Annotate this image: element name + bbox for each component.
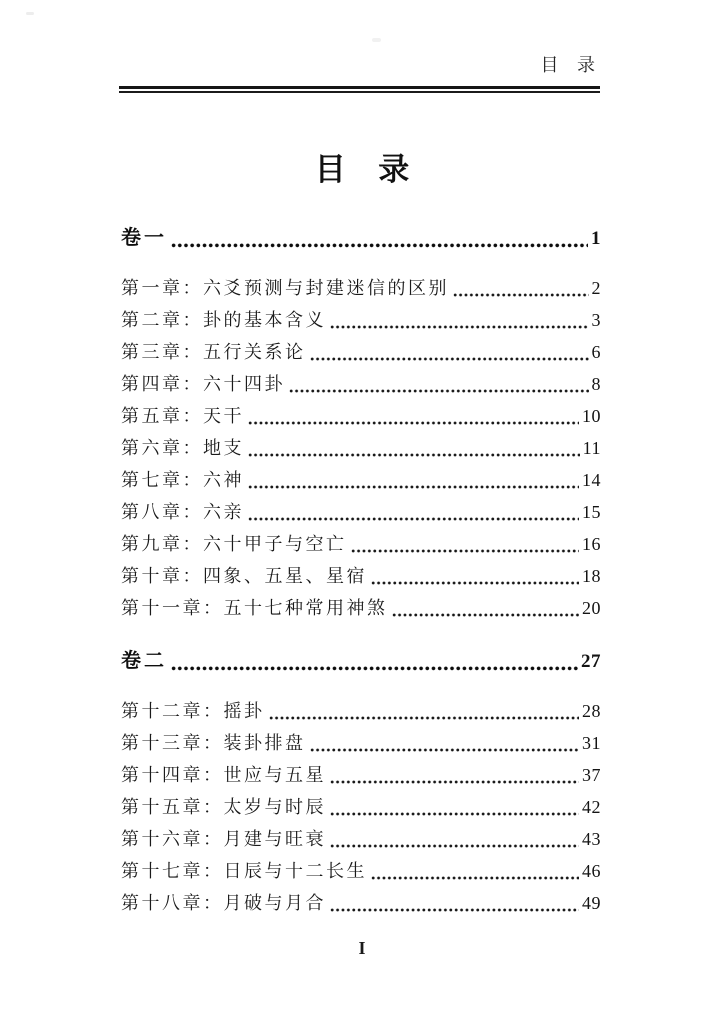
toc-page-number: 49 — [582, 893, 601, 913]
toc-volume-row — [121, 221, 601, 255]
toc-chapter-label: 第十四章：世应与五星 — [121, 765, 326, 785]
toc-page-number: 27 — [581, 651, 601, 672]
toc-chapter-row — [121, 560, 601, 592]
scan-artifact — [26, 12, 34, 15]
page-title: 目 录 — [314, 152, 422, 187]
toc-chapter-row — [121, 791, 601, 823]
toc-page-number: 15 — [582, 502, 601, 522]
toc-page-number: 37 — [582, 765, 601, 785]
dot-leader — [248, 516, 579, 522]
dot-leader — [310, 747, 580, 753]
toc-chapter-row — [121, 432, 601, 464]
toc-page-number: 14 — [582, 470, 601, 490]
toc-chapter-row — [121, 887, 601, 919]
toc-page-number: 6 — [591, 342, 601, 362]
dot-leader — [453, 292, 589, 298]
toc-chapter-row — [121, 496, 601, 528]
toc-page-number: 43 — [582, 829, 601, 849]
toc-chapter-label: 第八章：六亲 — [121, 502, 244, 522]
dot-leader — [310, 356, 589, 362]
toc-page-number: 42 — [582, 797, 601, 817]
dot-leader — [371, 875, 579, 881]
toc-chapter-label: 第三章：五行关系论 — [121, 342, 306, 362]
dot-leader — [269, 715, 580, 721]
toc-chapter-label: 第十三章：装卦排盘 — [121, 733, 306, 753]
header-rule — [119, 86, 600, 93]
toc-chapter-label: 第五章：天干 — [121, 406, 244, 426]
toc-chapter-row — [121, 759, 601, 791]
toc-chapter-row — [121, 336, 601, 368]
toc-chapter-label: 第十八章：月破与月合 — [121, 893, 326, 913]
toc-chapter-row — [121, 368, 601, 400]
toc-chapter-row — [121, 528, 601, 560]
header-rule-top — [119, 86, 600, 89]
dot-leader — [248, 484, 579, 490]
toc-page-number: 8 — [591, 374, 601, 394]
page-number: I — [358, 938, 366, 958]
toc-page-number: 10 — [582, 406, 601, 426]
toc-page-number: 46 — [582, 861, 601, 881]
toc-chapter-row — [121, 592, 601, 624]
toc-chapter-label: 第十章：四象、五星、星宿 — [121, 566, 367, 586]
toc-page-number: 1 — [591, 228, 601, 249]
toc-chapter-label: 第十二章：摇卦 — [121, 701, 265, 721]
toc-chapter-label: 第七章：六神 — [121, 470, 244, 490]
dot-leader — [289, 388, 589, 394]
header-rule-bottom — [119, 91, 600, 93]
dot-leader — [371, 580, 579, 586]
toc-page-number: 11 — [582, 438, 601, 458]
toc-volume-row — [121, 644, 601, 678]
scan-artifact — [372, 38, 381, 42]
toc-chapter-row — [121, 464, 601, 496]
dot-leader — [351, 548, 580, 554]
toc-page-number: 28 — [582, 701, 601, 721]
dot-leader — [330, 907, 579, 913]
toc-chapter-label: 第十六章：月建与旺衰 — [121, 829, 326, 849]
dot-leader — [330, 779, 579, 785]
toc-chapter-row — [121, 695, 601, 727]
toc-chapter-row — [121, 272, 601, 304]
running-header-title: 目 录 — [540, 55, 602, 75]
toc-chapter-label: 第十五章：太岁与时辰 — [121, 797, 326, 817]
toc-chapter-label: 第十七章：日辰与十二长生 — [121, 861, 367, 881]
toc-chapter-row — [121, 727, 601, 759]
toc-chapter-label: 第六章：地支 — [121, 438, 244, 458]
dot-leader — [330, 811, 579, 817]
toc-page-number: 18 — [582, 566, 601, 586]
toc-chapter-label: 第二章：卦的基本含义 — [121, 310, 326, 330]
toc-chapter-row — [121, 823, 601, 855]
toc-list — [121, 221, 601, 919]
dot-leader — [171, 665, 578, 672]
toc-page-number: 20 — [582, 598, 601, 618]
dot-leader — [248, 420, 579, 426]
toc-chapter-label: 第一章：六爻预测与封建迷信的区别 — [121, 278, 449, 298]
dot-leader — [330, 843, 579, 849]
toc-volume-label: 卷二 — [121, 650, 167, 672]
toc-page-number: 3 — [591, 310, 601, 330]
dot-leader — [330, 324, 589, 330]
running-header — [541, 51, 603, 77]
dot-leader — [171, 242, 588, 249]
toc-chapter-row — [121, 855, 601, 887]
toc-chapter-row — [121, 400, 601, 432]
toc-page-number: 31 — [582, 733, 601, 753]
toc-chapter-label: 第十一章：五十七种常用神煞 — [121, 598, 388, 618]
dot-leader — [248, 452, 580, 458]
toc-volume-label: 卷一 — [121, 227, 167, 249]
dot-leader — [392, 612, 580, 618]
toc-page-number: 16 — [582, 534, 601, 554]
toc-chapter-label: 第四章：六十四卦 — [121, 374, 285, 394]
toc-chapter-row — [121, 304, 601, 336]
toc-chapter-label: 第九章：六十甲子与空亡 — [121, 534, 347, 554]
toc-page-number: 2 — [591, 278, 601, 298]
